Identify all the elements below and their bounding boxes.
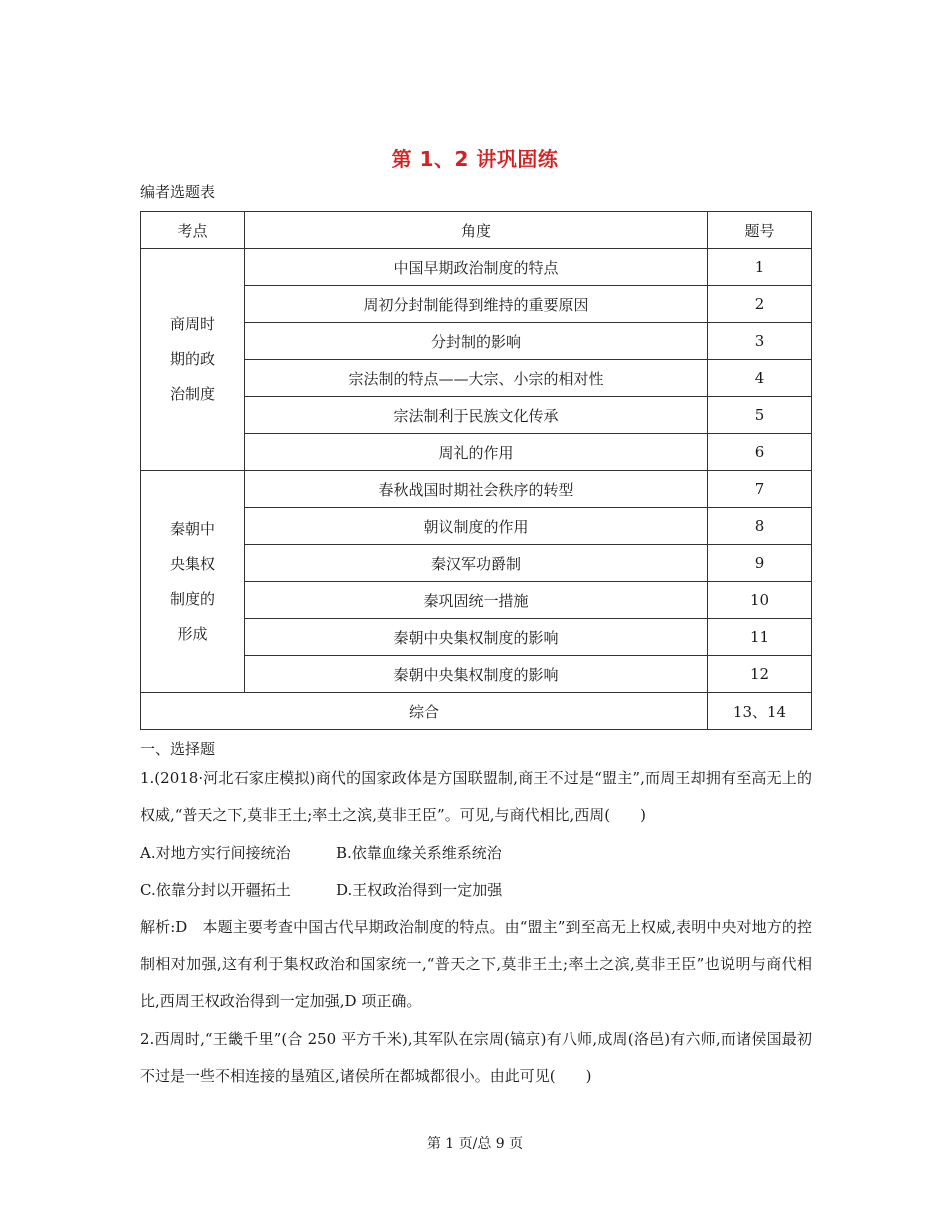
number-cell: 11: [708, 619, 812, 656]
topic-cell-qin: [141, 471, 245, 693]
number-cell: 7: [708, 471, 812, 508]
section-heading: 一、选择题: [140, 740, 216, 758]
angle-cell: 朝议制度的作用: [245, 508, 708, 545]
angle-cell: 宗法制利于民族文化传承: [245, 397, 708, 434]
number-cell: 3: [708, 323, 812, 360]
number-cell: 9: [708, 545, 812, 582]
question-1-analysis: 解析:D 本题主要考查中国古代早期政治制度的特点。由“盟主”到至高无上权威,表明中央对地方的控制相对加强,这有利于集权政治和国家统一,“普天之下,莫非王土;率土之滨,莫非王臣”也说明与商代相比,西周王权政治得到一定加强,D 项正确。: [140, 918, 812, 1010]
angle-cell: 春秋战国时期社会秩序的转型: [245, 471, 708, 508]
question-1-options-row-1: [140, 835, 812, 872]
topic-selection-table: [140, 211, 812, 730]
number-cell: 2: [708, 286, 812, 323]
number-cell: 10: [708, 582, 812, 619]
page-number: 第 1 页/总 9 页: [426, 1136, 524, 1152]
angle-cell: 分封制的影响: [245, 323, 708, 360]
topic-line: 秦朝中: [169, 519, 215, 538]
option-a: A.对地方实行间接统治: [140, 844, 291, 862]
angle-cell: 宗法制的特点——大宗、小宗的相对性: [245, 360, 708, 397]
topic-line: 央集权: [169, 554, 215, 573]
option-c: C.依靠分封以开疆拓土: [140, 881, 291, 899]
option-d: D.王权政治得到一定加强: [336, 881, 503, 899]
number-cell: 4: [708, 360, 812, 397]
angle-cell: 秦巩固统一措施: [245, 582, 708, 619]
angle-cell: 秦朝中央集权制度的影响: [245, 619, 708, 656]
question-1-options-row-2: [140, 872, 812, 909]
header-topic: 考点: [141, 212, 245, 249]
header-number: 题号: [708, 212, 812, 249]
table-caption: 编者选题表: [140, 183, 216, 201]
topic-cell-shang-zhou: [141, 249, 245, 471]
question-1-stem: 1.(2018·河北石家庄模拟)商代的国家政体是方国联盟制,商王不过是“盟主”,而周王却拥有至高无上的权威,“普天之下,莫非王土;率土之滨,莫非王臣”。可见,与商代相比,西周( ): [140, 769, 812, 824]
header-angle: 角度: [245, 212, 708, 249]
topic-line: 治制度: [169, 385, 215, 403]
table-row: [141, 249, 812, 286]
topic-line: 商周时: [169, 315, 215, 333]
number-cell: 8: [708, 508, 812, 545]
table-summary-row: [141, 693, 812, 730]
angle-cell: 秦朝中央集权制度的影响: [245, 656, 708, 693]
number-cell: 5: [708, 397, 812, 434]
page-title: 第 1、2 讲巩固练: [391, 147, 559, 171]
angle-cell: 秦汉军功爵制: [245, 545, 708, 582]
table-row: [141, 471, 812, 508]
angle-cell: 中国早期政治制度的特点: [245, 249, 708, 286]
topic-line: 期的政: [169, 350, 215, 368]
option-b: B.依靠血缘关系维系统治: [336, 844, 502, 862]
angle-cell: 周礼的作用: [245, 434, 708, 471]
summary-label-cell: 综合: [141, 693, 708, 730]
topic-line: 制度的: [169, 589, 215, 608]
table-header-row: [141, 212, 812, 249]
angle-cell: 周初分封制能得到维持的重要原因: [245, 286, 708, 323]
number-cell: 1: [708, 249, 812, 286]
topic-line: 形成: [177, 624, 208, 643]
number-cell: 12: [708, 656, 812, 693]
summary-number-cell: 13、14: [708, 693, 812, 730]
question-2-stem: 2.西周时,“王畿千里”(合 250 平方千米),其军队在宗周(镐京)有八师,成周(洛邑)有六师,而诸侯国最初不过是一些不相连接的垦殖区,诸侯所在都城都很小。由此可见( ): [140, 1030, 812, 1085]
number-cell: 6: [708, 434, 812, 471]
